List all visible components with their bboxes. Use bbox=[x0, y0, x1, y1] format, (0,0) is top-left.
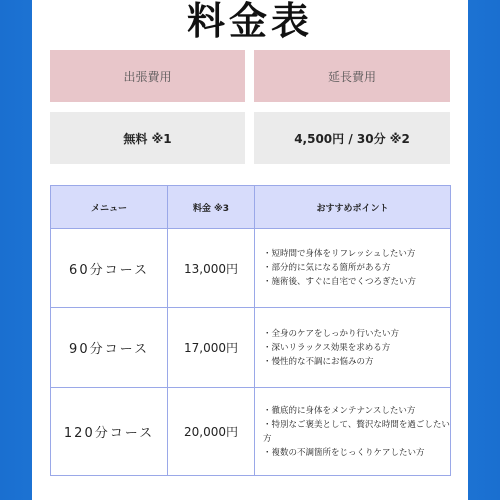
point-item: ・複数の不調箇所をじっくりケアしたい方 bbox=[263, 447, 425, 458]
table-row bbox=[51, 229, 451, 308]
point-item: ・特別なご褒美として、贅沢な時間を過ごしたい方 bbox=[263, 419, 450, 444]
course-points bbox=[255, 388, 451, 476]
travel-fee-value: 無料 ※1 bbox=[50, 112, 245, 164]
point-item: ・施術後、すぐに自宅でくつろぎたい方 bbox=[263, 277, 417, 287]
price-card bbox=[32, 0, 468, 500]
point-item: ・全身のケアをしっかり行いたい方 bbox=[263, 328, 400, 339]
point-item: ・深いリラックス効果を求める方 bbox=[263, 342, 391, 353]
course-price: 13,000円 bbox=[168, 229, 255, 308]
point-item: ・徹底的に身体をメンテナンスしたい方 bbox=[263, 405, 416, 416]
travel-fee-header: 出張費用 bbox=[50, 50, 245, 102]
table-header-row bbox=[51, 186, 451, 229]
price-table bbox=[50, 185, 451, 476]
table-row bbox=[51, 308, 451, 388]
course-name: 90分コース bbox=[51, 308, 168, 388]
course-name: 60分コース bbox=[51, 229, 168, 308]
course-price: 20,000円 bbox=[168, 388, 255, 476]
course-points bbox=[255, 308, 451, 388]
column-header-price: 料金 ※3 bbox=[168, 186, 255, 229]
page-title: 料金表 bbox=[186, 0, 313, 43]
column-header-menu: メニュー bbox=[51, 186, 168, 229]
column-header-points: おすすめポイント bbox=[255, 186, 451, 229]
point-item: ・短時間で身体をリフレッシュしたい方 bbox=[263, 249, 416, 259]
course-price: 17,000円 bbox=[168, 308, 255, 388]
point-item: ・部分的に気になる箇所がある方 bbox=[263, 263, 391, 273]
extension-fee-value: 4,500円 / 30分 ※2 bbox=[254, 112, 450, 164]
course-points bbox=[255, 229, 451, 308]
table-row bbox=[51, 388, 451, 476]
course-name: 120分コース bbox=[51, 388, 168, 476]
point-item: ・慢性的な不調にお悩みの方 bbox=[263, 356, 374, 367]
extension-fee-header: 延長費用 bbox=[254, 50, 450, 102]
